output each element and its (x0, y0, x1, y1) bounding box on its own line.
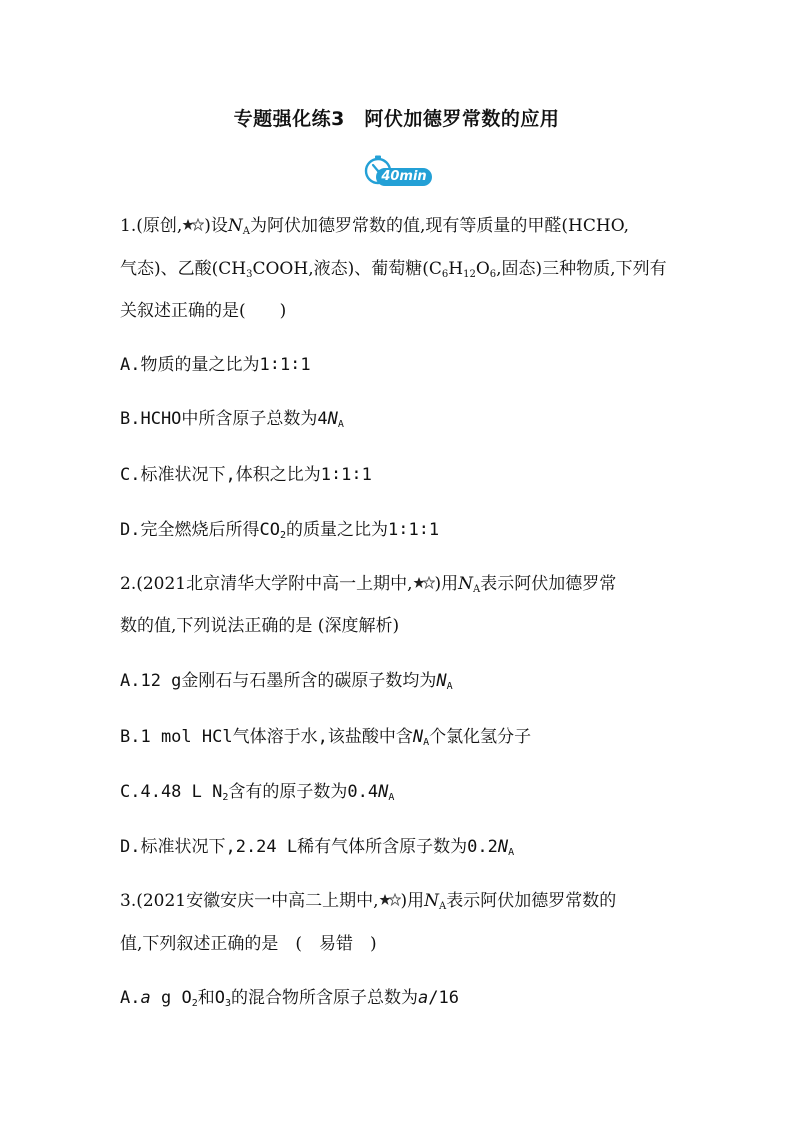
timer-label: 40min (376, 168, 432, 186)
q3-option-a: A.a g $O_2$和$O_3$的混合物所含原子总数为a/16 (120, 988, 459, 1009)
q1-line-3: 关叙述正确的是( ) (120, 301, 287, 321)
q2-line-1: 2.(2021北京清华大学附中高一上期中, )用$N_A$表示阿伏加德罗常 (120, 574, 617, 595)
q1-line-2: 气态)、乙酸($CH_3COOH$,液态)、葡萄糖($C_6H_{12}O_6$,固态)三种物质,下列有 (120, 259, 667, 280)
q2-option-d: D.标准状况下,2.24 L稀有气体所含原子数为$0.2N_A$ (120, 837, 515, 858)
q1-option-c: C.标准状况下,体积之比为1∶1∶1 (120, 465, 372, 485)
q2-option-b: B.1 mol HCl气体溶于水,该盐酸中含$N_A$个氯化氢分子 (120, 727, 532, 748)
q1-option-b: B.HCHO中所含原子总数为$4N_A$ (120, 409, 344, 430)
difficulty-star-icon (413, 573, 435, 597)
q2-option-a: A.12 g金刚石与石墨所含的碳原子数均为$N_A$ (120, 671, 453, 692)
difficulty-star-icon (182, 215, 204, 239)
q1-option-d: D.完全燃烧后所得$CO_2$的质量之比为1∶1∶1 (120, 520, 440, 541)
q1-line-1: 1.(原创, )设$N_A$为阿伏加德罗常数的值,现有等质量的甲醛(HCHO, (120, 216, 630, 237)
q2-option-c: C.4.48 L $N_2$含有的原子数为$0.4N_A$ (120, 782, 395, 803)
page-title: 专题强化练3 阿伏加德罗常数的应用 (233, 108, 560, 130)
q3-line-2: 值,下列叙述正确的是 ( 易错 ) (120, 934, 377, 954)
q1-option-a: A.物质的量之比为1∶1∶1 (120, 355, 311, 375)
difficulty-star-icon (379, 890, 401, 914)
q2-line-2: 数的值,下列说法正确的是 (深度解析) (120, 616, 400, 636)
q3-line-1: 3.(2021安徽安庆一中高二上期中, )用$N_A$表示阿伏加德罗常数的 (120, 891, 617, 912)
timer-badge (363, 154, 433, 188)
